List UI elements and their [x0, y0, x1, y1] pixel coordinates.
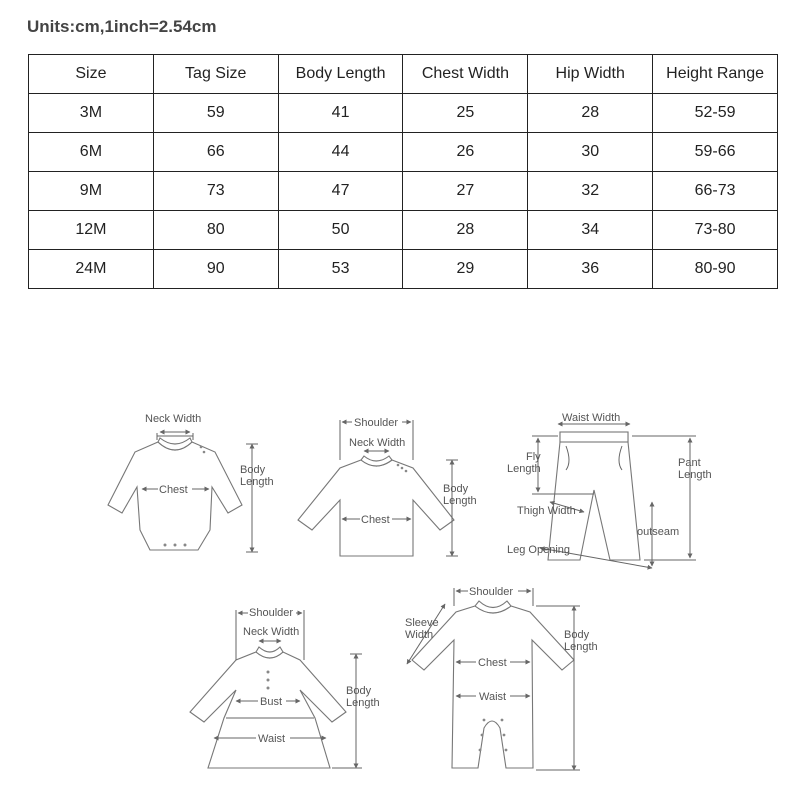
units-note: Units:cm,1inch=2.54cm [27, 17, 217, 36]
pants-leg-opening-label: Leg Opening [507, 544, 570, 556]
bodysuit-chest-label: Chest [159, 484, 188, 496]
pants-waist-width-label: Waist Width [562, 412, 621, 424]
table-cell: 27 [403, 172, 528, 211]
romper-sleeve-width-label-line2: Width [405, 629, 434, 641]
table-cell: 36 [528, 250, 653, 289]
column-header-height-range: Height Range [653, 55, 778, 94]
column-header-tag-size: Tag Size [153, 55, 278, 94]
column-header-chest-width: Chest Width [403, 55, 528, 94]
table-cell: 90 [153, 250, 278, 289]
table-cell: 25 [403, 94, 528, 133]
column-header-size: Size [29, 55, 154, 94]
dress-bust-label: Bust [260, 696, 283, 708]
romper-chest-label: Chest [478, 657, 507, 669]
table-cell: 41 [278, 94, 403, 133]
table-cell: 50 [278, 211, 403, 250]
romper-diagram [407, 588, 580, 770]
pants-fly-length-label-line2: Length [507, 463, 541, 475]
table-cell: 34 [528, 211, 653, 250]
table-cell: 73-80 [653, 211, 778, 250]
column-header-body-length: Body Length [278, 55, 403, 94]
bodysuit-neck-width-label: Neck Width [145, 413, 202, 425]
top-shoulder-label: Shoulder [354, 417, 399, 429]
top-chest-label: Chest [361, 514, 390, 526]
table-cell: 66-73 [653, 172, 778, 211]
pants-fly-length-label-line1: Fly [526, 451, 541, 463]
table-cell: 44 [278, 133, 403, 172]
table-cell: 80 [153, 211, 278, 250]
table-cell: 6M [29, 133, 154, 172]
top-body-length-label-line2: Length [443, 495, 477, 507]
romper-shoulder-label: Shoulder [469, 586, 514, 598]
table-cell: 24M [29, 250, 154, 289]
pants-thigh-width-label: Thigh Width [517, 505, 576, 517]
table-cell: 53 [278, 250, 403, 289]
table-cell: 30 [528, 133, 653, 172]
table-cell: 80-90 [653, 250, 778, 289]
bodysuit-body-length-label-line1: Body [240, 464, 266, 476]
romper-body-length-label-line2: Length [564, 641, 598, 653]
romper-sleeve-width-label-line1: Sleeve [405, 617, 439, 629]
top-neck-width-label: Neck Width [349, 437, 406, 449]
table-cell: 29 [403, 250, 528, 289]
pants-pant-length-label-line1: Pant [678, 457, 701, 469]
table-cell: 28 [528, 94, 653, 133]
table-cell: 73 [153, 172, 278, 211]
dress-body-length-label-line2: Length [346, 697, 380, 709]
table-cell: 9M [29, 172, 154, 211]
pants-outseam-label: outseam [637, 526, 680, 538]
table-cell: 3M [29, 94, 154, 133]
table-cell: 28 [403, 211, 528, 250]
romper-waist-label: Waist [479, 691, 507, 703]
table-cell: 59 [153, 94, 278, 133]
table-cell: 47 [278, 172, 403, 211]
table-cell: 32 [528, 172, 653, 211]
dress-neck-width-label: Neck Width [243, 626, 300, 638]
pants-pant-length-label-line2: Length [678, 469, 712, 481]
column-header-hip-width: Hip Width [528, 55, 653, 94]
table-cell: 52-59 [653, 94, 778, 133]
table-cell: 66 [153, 133, 278, 172]
romper-body-length-label-line1: Body [564, 629, 590, 641]
bodysuit-body-length-label-line2: Length [240, 476, 274, 488]
dress-shoulder-label: Shoulder [249, 607, 294, 619]
table-cell: 59-66 [653, 133, 778, 172]
top-body-length-label-line1: Body [443, 483, 469, 495]
dress-waist-label: Waist [258, 733, 286, 745]
table-cell: 12M [29, 211, 154, 250]
dress-body-length-label-line1: Body [346, 685, 372, 697]
table-cell: 26 [403, 133, 528, 172]
